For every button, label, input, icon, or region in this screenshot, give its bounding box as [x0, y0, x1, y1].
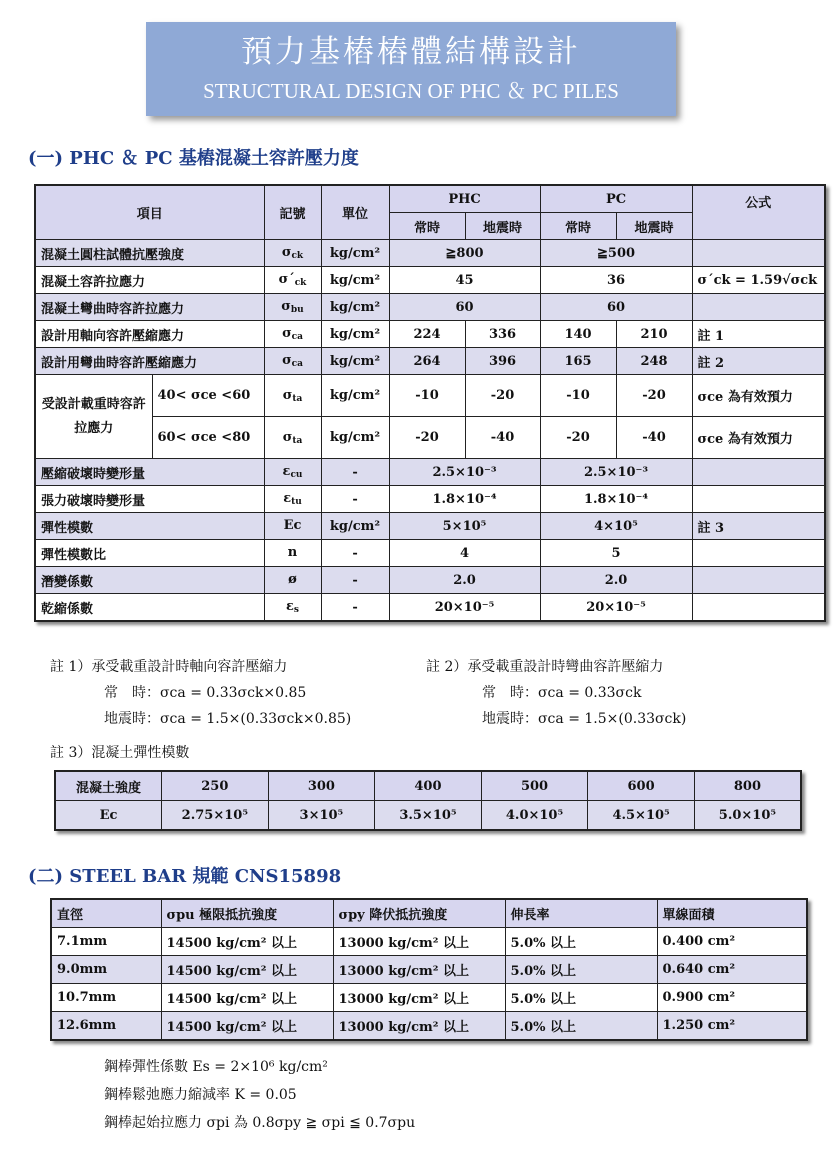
ec-cell: 4.5×10⁵: [588, 801, 695, 831]
range-label: 60< σce <80: [152, 417, 264, 459]
formula-cell: 註 1: [692, 321, 825, 348]
value-cell: 264: [389, 348, 465, 375]
row-symbol: [264, 594, 321, 622]
header-phc-quake: 地震時: [465, 213, 540, 240]
row-unit: kg/cm²: [321, 267, 389, 294]
table-row: [35, 594, 825, 622]
table-row: [35, 294, 825, 321]
steel-header-cell: 單線面積: [657, 899, 807, 928]
pc-value: 36: [540, 267, 692, 294]
value-cell: 165: [540, 348, 616, 375]
steel-cell: 9.0mm: [51, 956, 161, 984]
steel-header-cell: σpu 極限抵抗強度: [161, 899, 333, 928]
pc-value: 4×10⁵: [540, 513, 692, 540]
title-english: STRUCTURAL DESIGN OF PHC ＆ PC PILES: [203, 79, 619, 103]
pc-value: 2.5×10⁻³: [540, 459, 692, 486]
header-phc: PHC: [389, 185, 540, 213]
phc-value: ≧800: [389, 240, 540, 267]
symbol-main: σ: [281, 245, 292, 260]
note-1-title: 註 1）承受載重設計時軸向容許壓縮力: [50, 659, 288, 675]
row-unit: -: [321, 459, 389, 486]
formula-cell: [692, 459, 825, 486]
row-label: 受設計載重時容許拉應力: [35, 375, 152, 459]
symbol-main: σ: [281, 299, 291, 314]
header-formula: 公式: [692, 185, 825, 240]
formula-cell: σ´ck = 1.59√σck: [692, 267, 825, 294]
section-2-heading: (二) STEEL BAR 規範 CNS15898: [28, 866, 342, 887]
formula-cell: [692, 294, 825, 321]
row-unit: kg/cm²: [321, 348, 389, 375]
header-item: 項目: [35, 185, 264, 240]
ec-cell: 2.75×10⁵: [162, 801, 269, 831]
strength-cell: 250: [162, 771, 269, 801]
steel-cell: 7.1mm: [51, 928, 161, 956]
steel-cell: 0.640 cm²: [657, 956, 807, 984]
steel-header-row: [51, 899, 807, 928]
phc-value: 5×10⁵: [389, 513, 540, 540]
row-label: 混凝土容許拉應力: [35, 267, 264, 294]
header-pc-quake: 地震時: [616, 213, 692, 240]
table-row: [35, 567, 825, 594]
range-label: 40< σce <60: [152, 375, 264, 417]
value-cell: 140: [540, 321, 616, 348]
steel-bar-table: [50, 898, 808, 1041]
value-cell: 336: [465, 321, 540, 348]
value-cell: -40: [616, 417, 692, 459]
section-1-heading: (一) PHC ＆ PC 基樁混凝土容許壓力度: [28, 148, 359, 169]
value-cell: -20: [465, 375, 540, 417]
symbol-main: σ: [282, 387, 293, 403]
row-label: 潛變係數: [35, 567, 264, 594]
row-symbol: [264, 348, 321, 375]
table-row: [35, 240, 825, 267]
steel-cell: 13000 kg/cm² 以上: [333, 928, 505, 956]
row-label: 壓縮破壞時變形量: [35, 459, 264, 486]
symbol-sub: ca: [291, 359, 303, 369]
phc-value: 45: [389, 267, 540, 294]
strength-cell: 500: [481, 771, 588, 801]
note-1-quake: 地震時：σca = 1.5×(0.33σck×0.85): [104, 711, 352, 727]
steel-cell: 13000 kg/cm² 以上: [333, 1012, 505, 1041]
row-symbol: [264, 540, 321, 567]
steel-note-pi: 鋼棒起始拉應力 σpi 為 0.8σpy ≧ σpi ≦ 0.7σpu: [104, 1115, 416, 1131]
header-pc-normal: 常時: [540, 213, 616, 240]
row-symbol: [264, 321, 321, 348]
table-row: [35, 540, 825, 567]
row-label: 張力破壞時變形量: [35, 486, 264, 513]
steel-cell: 14500 kg/cm² 以上: [161, 984, 333, 1012]
phc-value: 20×10⁻⁵: [389, 594, 540, 622]
table-row: [51, 984, 807, 1012]
formula-cell: 註 2: [692, 348, 825, 375]
header-unit: 單位: [321, 185, 389, 240]
row-symbol: [264, 267, 321, 294]
row-label: 彈性模數比: [35, 540, 264, 567]
symbol-sub: s: [293, 605, 299, 615]
row-symbol: [264, 513, 321, 540]
row-symbol: [264, 486, 321, 513]
steel-header-cell: 直徑: [51, 899, 161, 928]
table-row: [35, 417, 825, 459]
strength-cell: 400: [375, 771, 482, 801]
row-unit: kg/cm²: [321, 417, 389, 459]
elastic-value-row: [55, 801, 801, 831]
table-row: [35, 513, 825, 540]
formula-cell: σce 為有效預力: [692, 417, 825, 459]
ec-cell: 4.0×10⁵: [481, 801, 588, 831]
concrete-stress-body: [35, 240, 825, 622]
value-cell: 210: [616, 321, 692, 348]
row-unit: -: [321, 540, 389, 567]
steel-cell: 5.0% 以上: [505, 956, 657, 984]
note-3-title: 註 3）混凝土彈性模數: [50, 745, 190, 761]
row-symbol: [264, 375, 321, 417]
value-cell: 224: [389, 321, 465, 348]
steel-note-es: 鋼棒彈性係數 Es = 2×10⁶ kg/cm²: [104, 1059, 328, 1075]
formula-cell: [692, 567, 825, 594]
formula-cell: 註 3: [692, 513, 825, 540]
row-unit: kg/cm²: [321, 240, 389, 267]
steel-cell: 14500 kg/cm² 以上: [161, 1012, 333, 1041]
elastic-modulus-table: [54, 770, 802, 831]
steel-note-k: 鋼棒鬆弛應力縮減率 K = 0.05: [104, 1087, 297, 1103]
row-unit: -: [321, 567, 389, 594]
symbol-main: n: [287, 545, 298, 560]
row-label: 設計用軸向容許壓縮應力: [35, 321, 264, 348]
steel-cell: 12.6mm: [51, 1012, 161, 1041]
row-label: 混凝土圓柱試體抗壓強度: [35, 240, 264, 267]
value-cell: 396: [465, 348, 540, 375]
note-1-normal: 常 時：σca = 0.33σck×0.85: [104, 685, 307, 701]
row-symbol: [264, 459, 321, 486]
value-cell: -10: [389, 375, 465, 417]
header-symbol: 記號: [264, 185, 321, 240]
formula-cell: [692, 594, 825, 622]
strength-cell: 800: [694, 771, 801, 801]
symbol-sub: cu: [290, 470, 303, 480]
symbol-sub: ta: [292, 393, 303, 404]
table-row: [35, 321, 825, 348]
formula-cell: [692, 540, 825, 567]
ec-cell: 3×10⁵: [268, 801, 375, 831]
symbol-main: σ: [282, 353, 292, 368]
pc-value: 60: [540, 294, 692, 321]
note-2-normal: 常 時：σca = 0.33σck: [482, 685, 642, 701]
formula-cell: [692, 486, 825, 513]
pc-value: ≧500: [540, 240, 692, 267]
ec-cell: Ec: [55, 801, 162, 831]
steel-cell: 5.0% 以上: [505, 1012, 657, 1041]
row-symbol: [264, 294, 321, 321]
symbol-main: σ: [282, 326, 292, 341]
steel-cell: 0.400 cm²: [657, 928, 807, 956]
table-row: [51, 956, 807, 984]
row-label: 乾縮係數: [35, 594, 264, 622]
steel-cell: 10.7mm: [51, 984, 161, 1012]
value-cell: 248: [616, 348, 692, 375]
value-cell: -20: [540, 417, 616, 459]
symbol-main: ε: [283, 491, 292, 506]
phc-value: 1.8×10⁻⁴: [389, 486, 540, 513]
pc-value: 2.0: [540, 567, 692, 594]
title-chinese: 預力基樁樁體結構設計: [241, 34, 581, 70]
row-unit: kg/cm²: [321, 375, 389, 417]
steel-cell: 14500 kg/cm² 以上: [161, 956, 333, 984]
symbol-sub: ck: [294, 278, 307, 288]
value-cell: -40: [465, 417, 540, 459]
steel-cell: 1.250 cm²: [657, 1012, 807, 1041]
symbol-sub: ca: [291, 332, 303, 342]
concrete-stress-table: [34, 184, 826, 622]
steel-header-cell: 伸長率: [505, 899, 657, 928]
steel-bar-body: [51, 899, 807, 1040]
table-row: [35, 267, 825, 294]
elastic-header-row: [55, 771, 801, 801]
symbol-main: ε: [286, 599, 294, 614]
title-banner: [146, 22, 676, 116]
value-cell: -20: [616, 375, 692, 417]
note-2-title: 註 2）承受載重設計時彎曲容許壓縮力: [426, 659, 664, 675]
strength-cell: 混凝土強度: [55, 771, 162, 801]
steel-cell: 5.0% 以上: [505, 984, 657, 1012]
row-unit: kg/cm²: [321, 321, 389, 348]
symbol-sub: bu: [290, 305, 304, 315]
table-row: [35, 348, 825, 375]
symbol-main: ø: [288, 572, 297, 587]
symbol-sub: ta: [292, 435, 303, 446]
ec-cell: 5.0×10⁵: [694, 801, 801, 831]
table-row: [51, 1012, 807, 1041]
symbol-main: Ec: [283, 518, 302, 533]
pc-value: 1.8×10⁻⁴: [540, 486, 692, 513]
symbol-main: ε: [282, 464, 291, 479]
formula-cell: [692, 240, 825, 267]
pc-value: 5: [540, 540, 692, 567]
strength-cell: 300: [268, 771, 375, 801]
table-row: [35, 486, 825, 513]
steel-cell: 14500 kg/cm² 以上: [161, 928, 333, 956]
symbol-main: σ´: [278, 272, 295, 287]
value-cell: -10: [540, 375, 616, 417]
row-symbol: [264, 240, 321, 267]
pc-value: 20×10⁻⁵: [540, 594, 692, 622]
steel-cell: 0.900 cm²: [657, 984, 807, 1012]
note-2-quake: 地震時：σca = 1.5×(0.33σck): [482, 711, 687, 727]
row-symbol: [264, 567, 321, 594]
row-unit: kg/cm²: [321, 294, 389, 321]
table-row: [51, 928, 807, 956]
row-unit: kg/cm²: [321, 513, 389, 540]
phc-value: 2.0: [389, 567, 540, 594]
symbol-main: σ: [282, 429, 293, 445]
value-cell: -20: [389, 417, 465, 459]
formula-cell: σce 為有效預力: [692, 375, 825, 417]
header-pc: PC: [540, 185, 692, 213]
table-row: [35, 459, 825, 486]
phc-value: 4: [389, 540, 540, 567]
steel-cell: 13000 kg/cm² 以上: [333, 956, 505, 984]
table-row: [35, 375, 825, 417]
symbol-sub: tu: [291, 497, 302, 507]
row-label: 彈性模數: [35, 513, 264, 540]
steel-cell: 5.0% 以上: [505, 928, 657, 956]
symbol-sub: ck: [291, 251, 304, 261]
header-phc-normal: 常時: [389, 213, 465, 240]
row-symbol: [264, 417, 321, 459]
steel-header-cell: σpy 降伏抵抗強度: [333, 899, 505, 928]
row-label: 設計用彎曲時容許壓縮應力: [35, 348, 264, 375]
phc-value: 2.5×10⁻³: [389, 459, 540, 486]
row-unit: -: [321, 486, 389, 513]
phc-value: 60: [389, 294, 540, 321]
row-unit: -: [321, 594, 389, 622]
row-label: 混凝土彎曲時容許拉應力: [35, 294, 264, 321]
steel-cell: 13000 kg/cm² 以上: [333, 984, 505, 1012]
ec-cell: 3.5×10⁵: [375, 801, 482, 831]
strength-cell: 600: [588, 771, 695, 801]
